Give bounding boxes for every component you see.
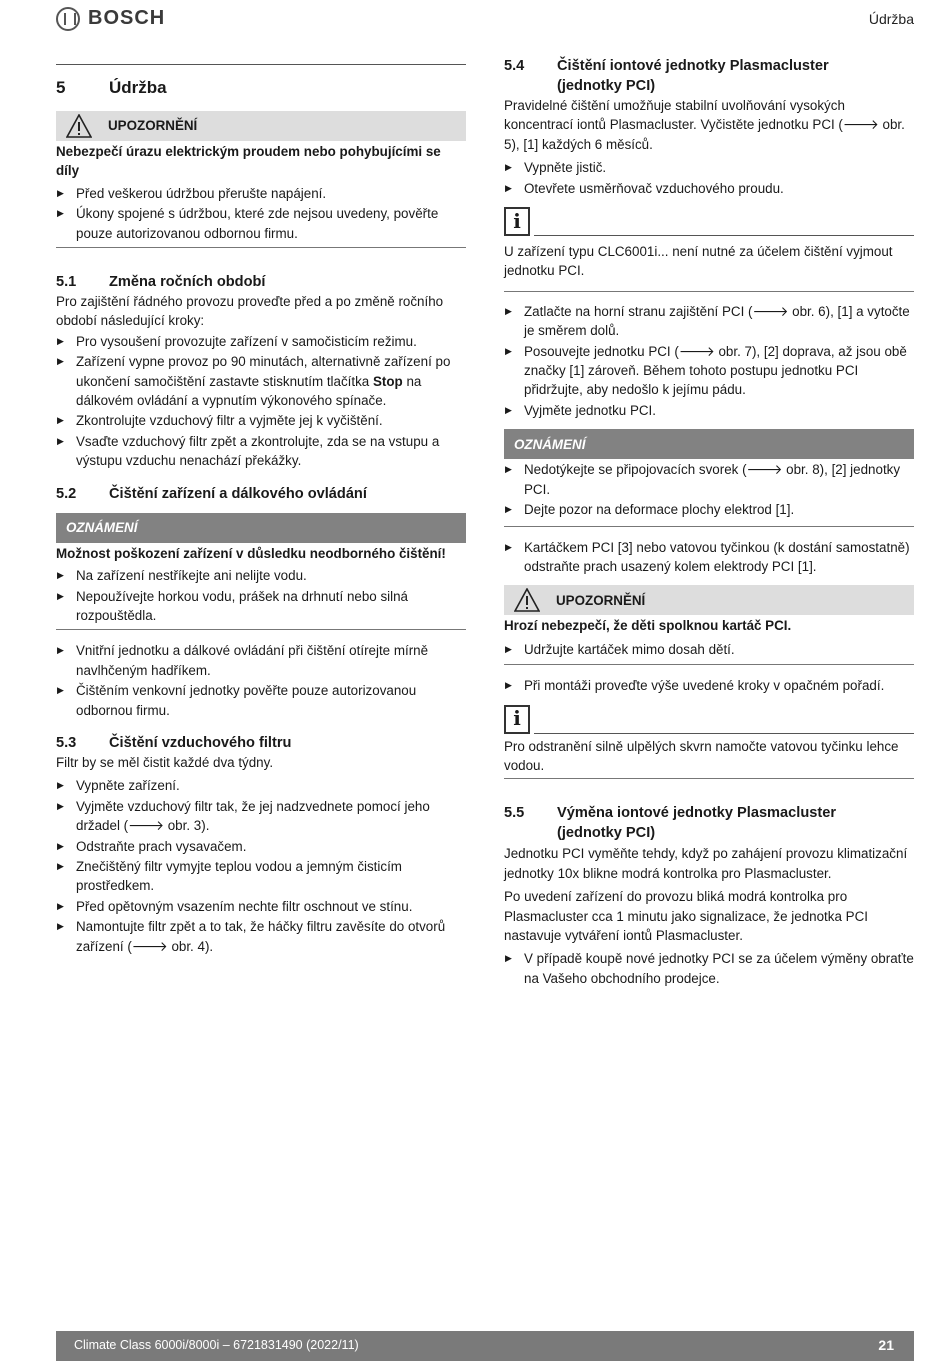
list-item: ▶ Úkony spojené s údržbou, které zde nejsou uvedeny, pověřte pouze autorizovanou odbornou firmu.: [56, 204, 466, 243]
notice-bar: OZNÁMENÍ: [56, 513, 466, 543]
section-number: 5: [56, 78, 66, 98]
logo-text: BOSCH: [88, 7, 166, 30]
list-item: [56, 352, 466, 410]
list-item: ▶ Nedotýkejte se připojovacích svorek (🡒 obr. 8), [2] jednotky PCI.: [504, 460, 914, 499]
section-title: Čištění vzduchového filtru: [109, 734, 292, 751]
page-footer: [56, 1331, 914, 1361]
section-number: 5.2: [56, 485, 77, 502]
notice-title: Možnost poškození zařízení v důsledku neodborného čištění!: [56, 545, 446, 561]
list-item: ▶ Při montáži proveďte výše uvedené kroky v opačném pořadí.: [504, 676, 914, 695]
paragraph: Pro zajištění řádného provozu proveďte před a po změně ročního období následující kroky:: [56, 294, 444, 329]
bosch-logo: [56, 7, 165, 31]
list-item: ▶ Pro vysoušení provozujte zařízení v samočisticím režimu.: [56, 332, 466, 351]
section-title: [557, 803, 836, 843]
warning-bar: [504, 585, 914, 615]
text: na dálkovém ovládání a vypnutím výkonového spínače.: [76, 373, 422, 409]
bosch-armature-icon: [56, 7, 80, 31]
list-item: ▶ Posouvejte jednotku PCI (🡒 obr. 7), [2] doprava, až jsou obě značky [1] zároveň. Během tohoto postupu jednotku PCI přidržujte, aby nedošlo k jejímu pádu.: [504, 342, 914, 400]
list-item: ▶ Vyjměte vzduchový filtr tak, že jej nadzvednete pomocí jeho držadel (🡒 obr. 3).: [56, 797, 466, 836]
warning-triangle-icon: [66, 114, 92, 138]
warning-title: Nebezpečí úrazu elektrickým proudem nebo pohybujícími se díly: [56, 144, 441, 179]
info-header: [504, 204, 914, 236]
list-item: ▶ Zkontrolujte vzduchový filtr a vyjměte jej k vyčištění.: [56, 411, 466, 430]
info-icon: i: [504, 705, 530, 734]
footer-text: Climate Class 6000i/8000i – 6721831490 (2022/11): [74, 1338, 359, 1353]
list-item: ▶ V případě koupě nové jednotky PCI se za účelem výměny obraťte na Vašeho obchodního prodejce.: [504, 949, 914, 988]
left-column: [56, 56, 466, 956]
list-item: ▶ Zatlačte na horní stranu zajištění PCI (🡒 obr. 6), [1] a vytočte je směrem dolů.: [504, 302, 914, 341]
divider: [534, 717, 914, 734]
section-number: 5.1: [56, 274, 77, 291]
title-line: (jednotky PCI): [557, 78, 656, 94]
section-5-2-heading: [56, 484, 466, 504]
list-item: ▶ Na zařízení nestříkejte ani nelijte vodu.: [56, 566, 466, 585]
warning-triangle-icon: [514, 588, 540, 612]
list-item: ▶ Kartáčkem PCI [3] nebo vatovou tyčinkou (k dostání samostatně) odstraňte prach usazený kolem elektrody PCI [1].: [504, 538, 914, 577]
running-title: Údržba: [868, 11, 914, 27]
list-item: ▶ Dejte pozor na deformace plochy elektrod [1].: [504, 500, 914, 519]
list-item: ▶ Znečištěný filtr vymyjte teplou vodou a jemným čisticím prostředkem.: [56, 857, 466, 896]
list-item: ▶ Udržujte kartáček mimo dosah dětí.: [504, 640, 914, 659]
list-item: ▶ Vsaďte vzduchový filtr zpět a zkontrolujte, zda se na vstupu a výstupu vzduchu nenachází překážky.: [56, 432, 466, 471]
list-item: ▶ Vyjměte jednotku PCI.: [504, 401, 914, 420]
list-item: ▶ Vnitřní jednotku a dálkové ovládání při čištění otírejte mírně navlhčeným hadříkem.: [56, 641, 466, 680]
warning-label: UPOZORNĚNÍ: [556, 592, 646, 608]
paragraph: Jednotku PCI vyměňte tehdy, když po zahájení provozu klimatizační jednotky 10x blikne modrá kontrolka pro Plasmacluster.: [504, 846, 908, 881]
right-column: [504, 56, 914, 988]
list-item: ▶ Vypněte jistič.: [504, 158, 914, 177]
notice-box: [504, 460, 914, 526]
section-title: Čištění zařízení a dálkového ovládání: [109, 485, 367, 502]
page-header: [56, 7, 914, 35]
title-line: (jednotky PCI): [557, 825, 656, 842]
section-title: Údržba: [109, 78, 167, 98]
list-item: ▶ Odstraňte prach vysavačem.: [56, 837, 466, 856]
list-item: ▶ Namontujte filtr zpět a to tak, že háčky filtru zavěsíte do otvorů zařízení (🡒 obr. 4).: [56, 917, 466, 956]
list-item: ▶ Před veškerou údržbou přerušte napájení.: [56, 184, 466, 203]
divider: [534, 219, 914, 236]
warning-box: [56, 142, 466, 248]
section-number: 5.4: [504, 58, 525, 74]
list-item: ▶ Nepoužívejte horkou vodu, prášek na drhnutí nebo silná rozpouštědla.: [56, 587, 466, 626]
section-5-heading: [56, 64, 466, 103]
section-title: Změna ročních období: [109, 274, 266, 291]
page-number: 21: [878, 1337, 894, 1354]
paragraph: Pravidelné čištění umožňuje stabilní uvolňování vysokých koncentrací iontů Plasmacluster. Vyčistěte jednotku PCI (🡒 obr. 5), [1] každých 6 měsíců.: [504, 98, 905, 152]
notice-bar: OZNÁMENÍ: [504, 429, 914, 459]
section-number: 5.5: [504, 805, 525, 822]
notice-box: [56, 544, 466, 631]
list-item: ▶ Vypněte zařízení.: [56, 776, 466, 795]
warning-bar: [56, 111, 466, 141]
list-item: ▶ Otevřete usměrňovač vzduchového proudu.: [504, 179, 914, 198]
paragraph: Filtr by se měl čistit každé dva týdny.: [56, 754, 274, 770]
warning-title: Hrozí nebezpečí, že děti spolknou kartáč PCI.: [504, 618, 792, 634]
stop-key-label: Stop: [372, 373, 403, 389]
warning-box: [504, 616, 914, 665]
section-5-4-heading: [504, 56, 914, 96]
section-5-5-heading: [504, 803, 914, 843]
info-text: Pro odstranění silně ulpělých skvrn namočte vatovou tyčinku lehce vodou.: [504, 737, 914, 780]
text: Zařízení vypne provoz po 90 minutách, alternativně zařízení po ukončení samočištění zastavte stisknutím tlačítka: [76, 354, 451, 389]
info-icon: i: [504, 207, 530, 236]
section-5-1-heading: [56, 272, 466, 292]
section-title: [557, 56, 829, 96]
info-text: U zařízení typu CLC6001i... není nutné za účelem čištění vyjmout jednotku PCI.: [504, 242, 914, 292]
warning-label: UPOZORNĚNÍ: [108, 118, 198, 134]
list-item: ▶ Před opětovným vsazením nechte filtr oschnout ve stínu.: [56, 897, 466, 916]
list-item: ▶ Čištěním venkovní jednotky pověřte pouze autorizovanou odbornou firmu.: [56, 681, 466, 720]
title-line: Čištění iontové jednotky Plasmacluster: [557, 58, 829, 74]
info-header: [504, 702, 914, 734]
title-line: Výměna iontové jednotky Plasmacluster: [557, 805, 837, 822]
paragraph: Po uvedení zařízení do provozu bliká modrá kontrolka pro Plasmacluster cca 1 minutu jako signalizace, že jednotka PCI nastavuje vytváření iontů Plasmacluster.: [504, 889, 868, 943]
section-5-3-heading: [56, 733, 466, 753]
section-number: 5.3: [56, 734, 77, 751]
